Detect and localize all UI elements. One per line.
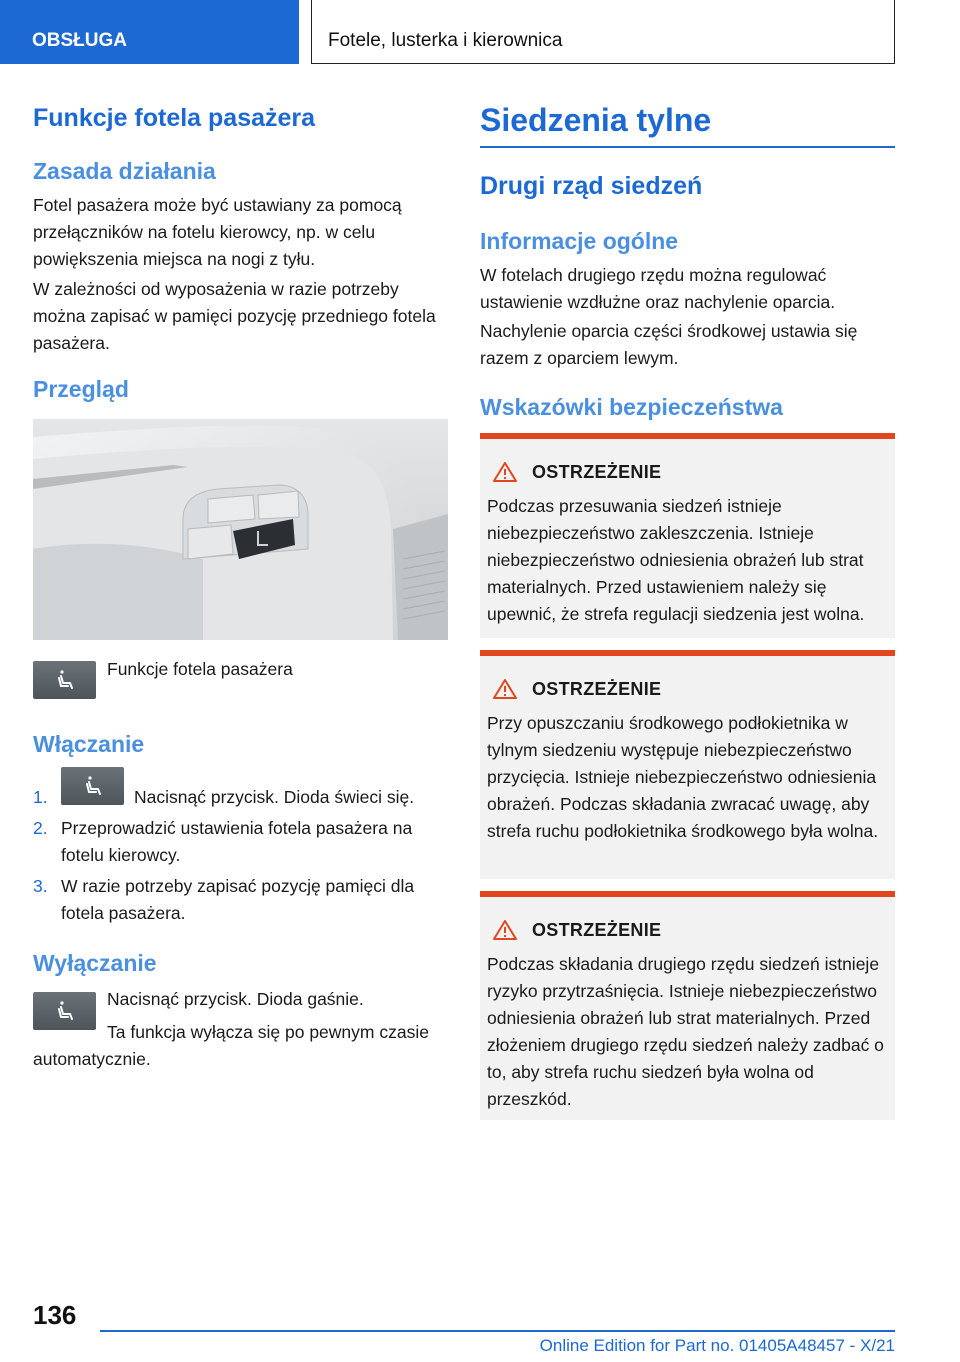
door-panel-illustration	[33, 419, 448, 640]
principle-text-1: Fotel pasażera może być ustawiany za pomocą przełączników na fotelu kierowcy, np. w celu powiększenia miejsca na nogi z tyłu.	[33, 195, 402, 269]
general-info-text-1: W fotelach drugiego rzędu można regulować ustawienie wzdłużne oraz nachylenie oparcia.	[480, 265, 836, 312]
chapter-title: Fotele, lusterka i kierownica	[328, 30, 563, 51]
disable-heading: Wyłączanie	[33, 950, 157, 976]
warning-header	[492, 919, 661, 941]
section-label: OBSŁUGA	[32, 30, 127, 51]
step-number: 2.	[33, 818, 48, 838]
passenger-seat-switch-photo	[33, 419, 448, 640]
principle-heading: Zasada działania	[33, 158, 216, 184]
enable-heading: Włączanie	[33, 731, 145, 757]
edition-text: Online Edition for Part no. 01405A48457 - X/21	[539, 1336, 895, 1355]
warning-label: OSTRZEŻENIE	[532, 678, 662, 699]
principle-text-2: W zależności od wyposażenia w razie potrzeby można zapisać w pamięci pozycję przedniego fotela pasażera.	[33, 279, 436, 353]
page-heading-left: Funkcje fotela pasażera	[33, 104, 316, 132]
warning-label: OSTRZEŻENIE	[532, 461, 662, 482]
general-info-heading: Informacje ogólne	[480, 228, 679, 254]
footer-rule	[100, 1330, 895, 1332]
page-heading-right: Siedzenia tylne	[480, 102, 712, 138]
warning-triangle-icon	[492, 678, 518, 700]
step-number: 1.	[33, 787, 48, 807]
overview-heading: Przegląd	[33, 376, 129, 402]
heading-rule	[480, 146, 895, 148]
disable-text-2: Ta funkcja wyłącza się po pewnym czasie automatycznie.	[33, 1022, 429, 1069]
step-text: Przeprowadzić ustawienia fotela pasażera na fotelu kierowcy.	[61, 818, 413, 865]
warning-triangle-icon	[492, 919, 518, 941]
warning-text: Przy opuszczaniu środkowego podłokietnika w tylnym siedzeniu występuje niebezpieczeństwo przycięcia. Istnieje niebezpieczeństwo odniesienia obrażeń. Podczas składania zwracać uwagę, aby strefa ruchu podłokietnika środkowego była wolna.	[487, 713, 879, 841]
warning-text: Podczas składania drugiego rzędu siedzeń istnieje ryzyko przytrzaśnięcia. Istnieje niebezpieczeństwo odniesienia obrażeń lub strat materialnych. Przed złożeniem drugiego rzędu siedzeń należy zadbać o to, aby strefa ruchu siedzeń była wolna od przeszkód.	[487, 954, 884, 1109]
warning-box	[480, 891, 895, 1120]
photo-caption: Funkcje fotela pasażera	[107, 659, 293, 679]
warning-text: Podczas przesuwania siedzeń istnieje niebezpieczeństwo zakleszczenia. Istnieje niebezpieczeństwo odniesienia obrażeń lub strat materialnych. Przed ustawieniem należy się upewnić, że strefa regulacji siedzenia jest wolna.	[487, 496, 865, 624]
seat-button-icon	[61, 767, 124, 805]
chapter-title-box	[311, 0, 895, 64]
step-number: 3.	[33, 876, 48, 896]
warning-label: OSTRZEŻENIE	[532, 919, 662, 940]
disable-text-1: Nacisnąć przycisk. Dioda gaśnie.	[107, 989, 364, 1009]
safety-heading: Wskazówki bezpieczeństwa	[480, 394, 783, 420]
warning-header	[492, 461, 661, 483]
page-number: 136	[33, 1300, 77, 1330]
warning-box	[480, 650, 895, 879]
second-row-heading: Drugi rząd siedzeń	[480, 172, 703, 200]
warning-triangle-icon	[492, 461, 518, 483]
step-text: W razie potrzeby zapisać pozycję pamięci dla fotela pasażera.	[61, 876, 415, 923]
general-info-text-2: Nachylenie oparcia części środkowej ustawia się razem z oparciem lewym.	[480, 321, 858, 368]
section-tab	[0, 0, 299, 64]
warning-box	[480, 433, 895, 638]
warning-header	[492, 678, 661, 700]
step-text: Nacisnąć przycisk. Dioda świeci się.	[134, 787, 415, 807]
seat-button-icon	[33, 661, 96, 699]
